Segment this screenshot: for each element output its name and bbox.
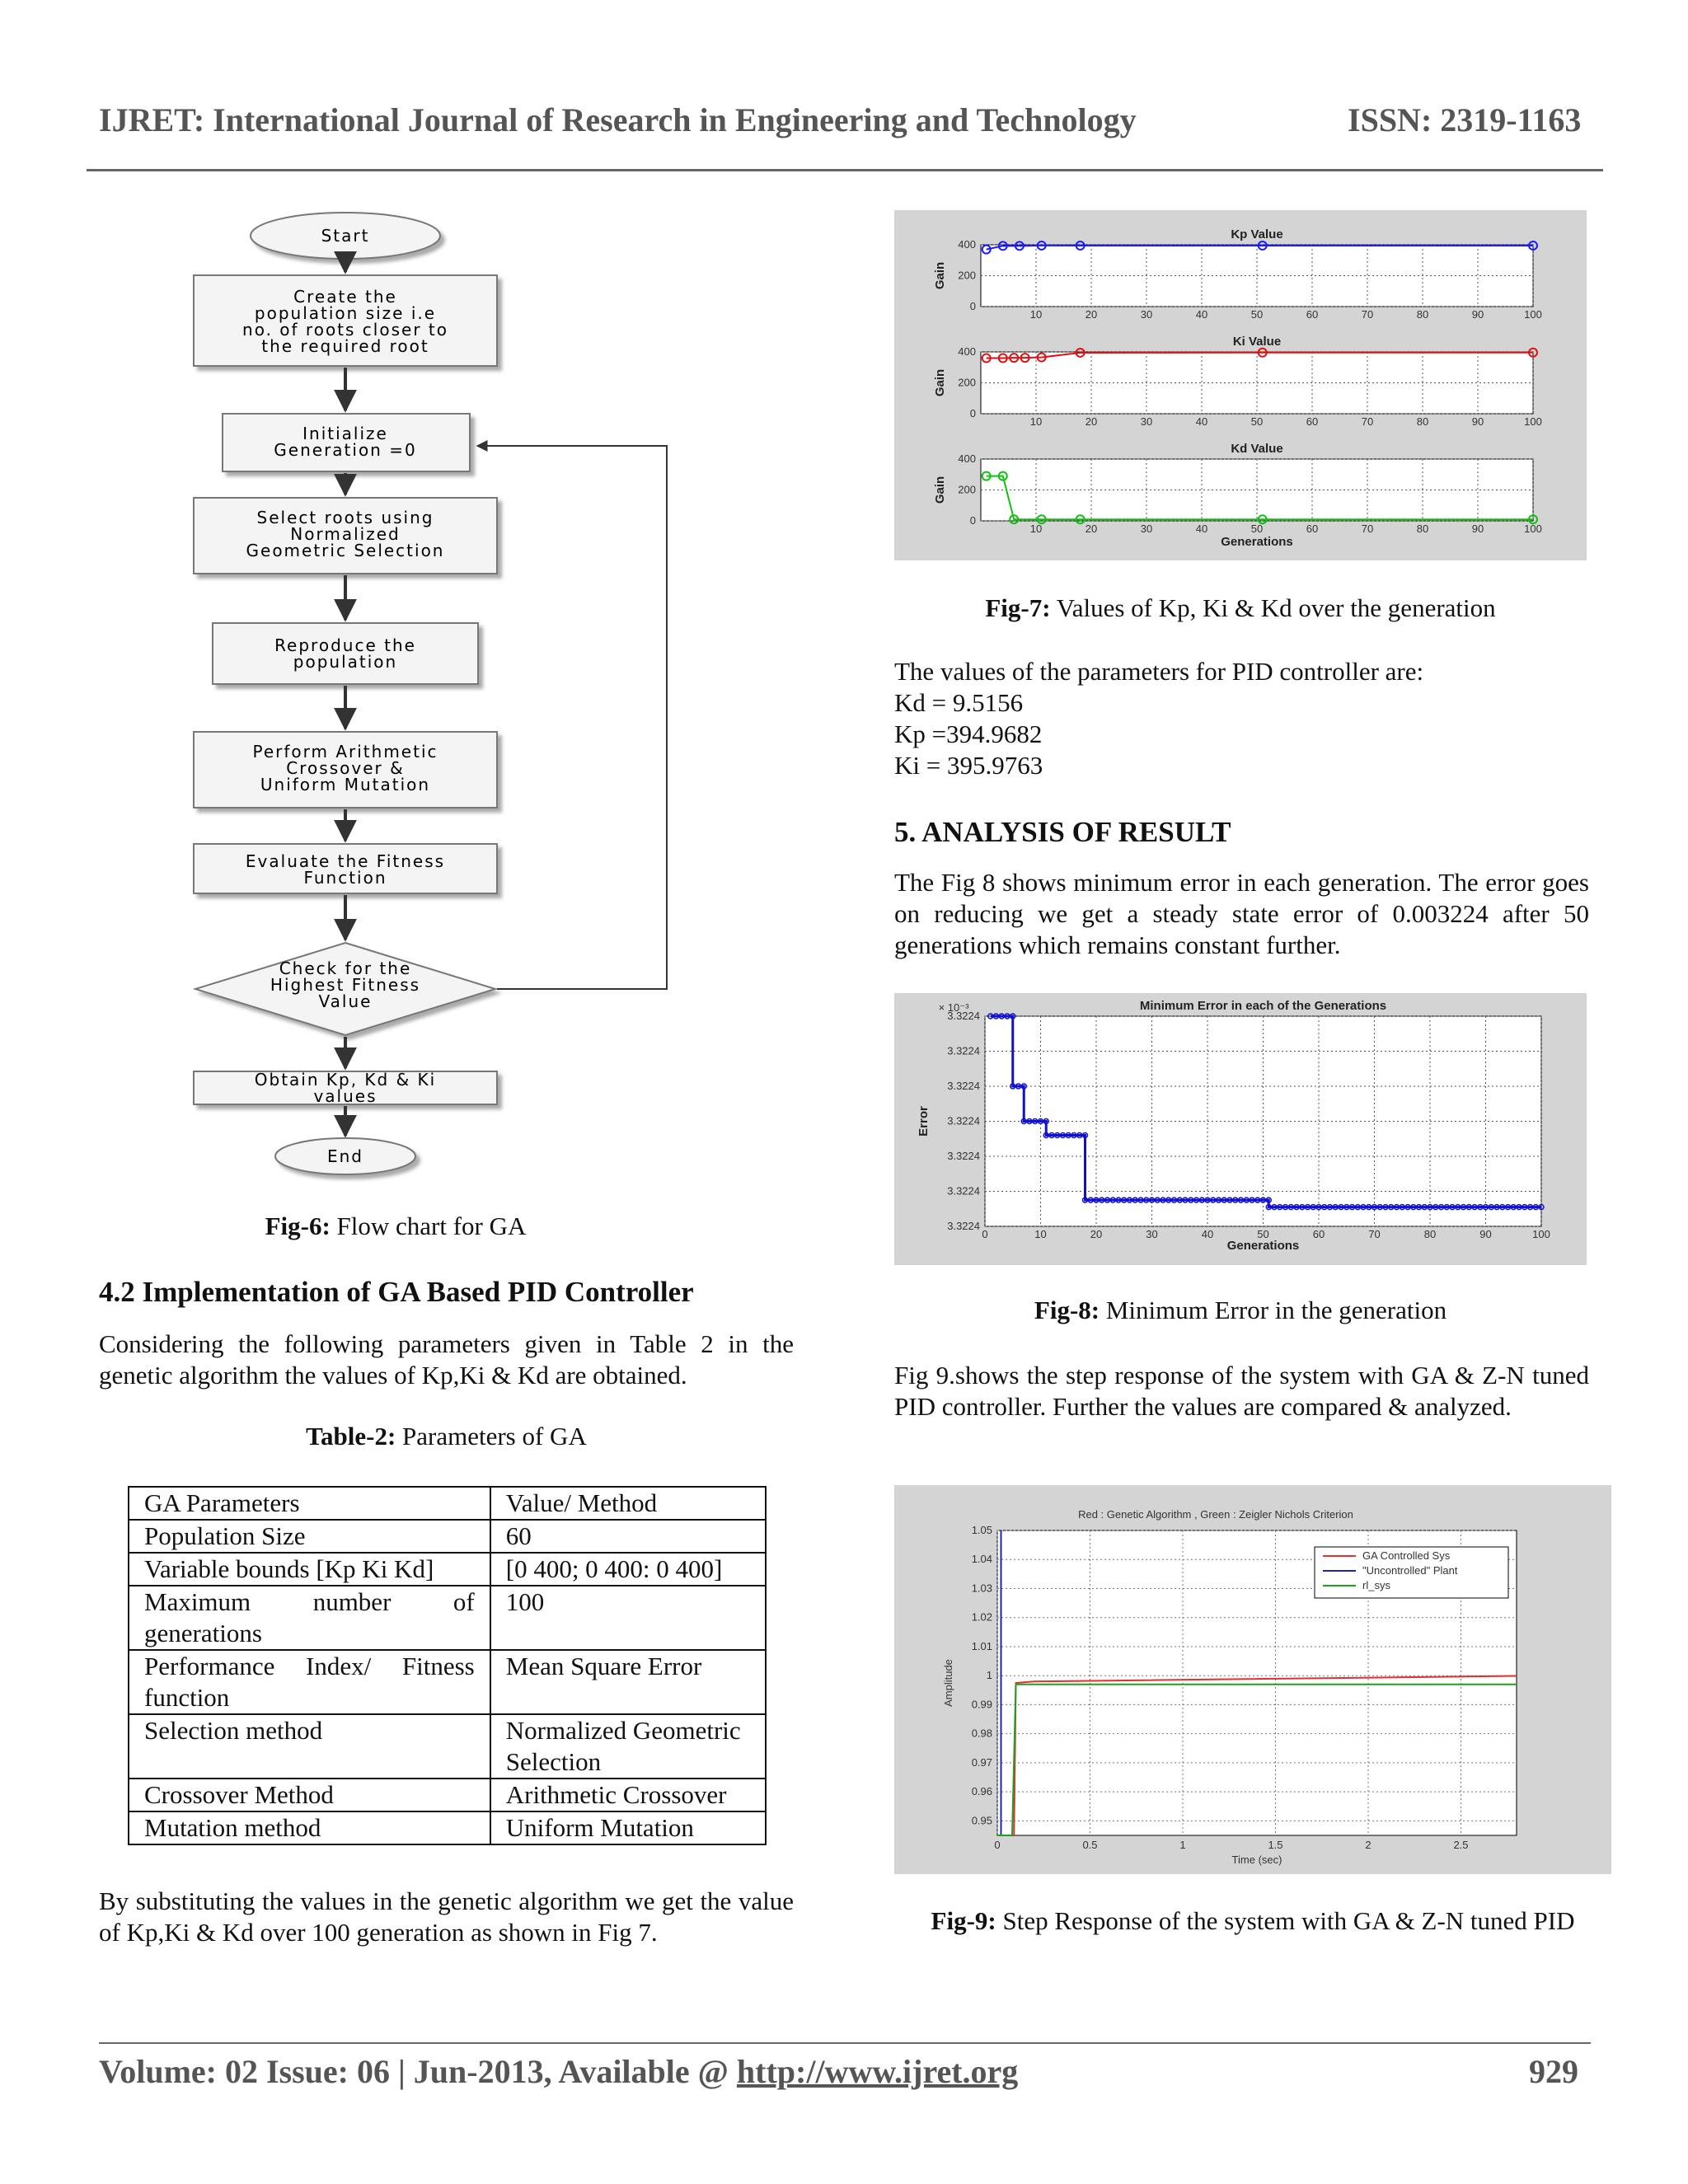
subplot-2 — [933, 442, 1542, 549]
chart-title: Minimum Error in each of the Generations — [1139, 999, 1387, 1013]
svg-text:Evaluate the FitnessFunction: Evaluate the Fitness Function — [245, 851, 446, 888]
fig9-intro-paragraph: Fig 9.shows the step response of the system with GA & Z-N tuned PID controller. Further the values are compared & analyzed. — [894, 1361, 1589, 1421]
x-tick-label: 60 — [1306, 523, 1319, 535]
x-tick-label: 40 — [1195, 415, 1208, 428]
x-axis-label: Generations — [1221, 535, 1293, 549]
y-axis-label: Gain — [933, 368, 947, 397]
kp-ki-kd-charts — [894, 210, 1587, 560]
y-tick-label: 400 — [958, 452, 976, 465]
param-cell: Performance Index/ Fitness function — [129, 1650, 490, 1714]
table-row — [129, 1520, 766, 1553]
value-cell: Arithmetic Crossover — [490, 1779, 766, 1811]
y-tick-label: 200 — [958, 483, 976, 496]
x-tick-label: 60 — [1312, 1228, 1325, 1240]
x-tick-label: 100 — [1524, 415, 1542, 428]
end-label: End — [326, 1146, 364, 1166]
fig7-panel — [894, 210, 1587, 560]
journal-link[interactable]: http://www.ijret.org — [736, 2053, 1019, 2090]
y-tick-label: 1.01 — [971, 1639, 992, 1652]
value-cell: Mean Square Error — [490, 1650, 766, 1714]
x-tick-label: 90 — [1471, 308, 1484, 321]
y-tick-label: 0 — [969, 514, 976, 527]
y-tick-label: 200 — [958, 376, 976, 389]
substitution-paragraph: By substituting the values in the genetic algorithm we get the value of Kp,Ki & Kd over 100 generation as shown in Fig 7. — [99, 1886, 794, 1947]
pid-values-intro: The values of the parameters for PID controller are: — [894, 657, 1424, 686]
y-tick-label: 0.96 — [971, 1785, 992, 1798]
x-tick-label: 10 — [1029, 308, 1043, 321]
section-4-2-paragraph: Considering the following parameters given in Table 2 in the genetic algorithm the values of Kp,Ki & Kd are obtained. — [99, 1329, 794, 1390]
x-tick-label: 70 — [1361, 308, 1374, 321]
footer-rule — [99, 2042, 1591, 2044]
x-tick-label: 100 — [1532, 1228, 1550, 1240]
x-tick-label: 30 — [1146, 1228, 1158, 1240]
x-tick-label: 70 — [1361, 415, 1374, 428]
fig6-caption: Fig-6: Flow chart for GA — [265, 1212, 527, 1240]
x-tick-label: 1 — [1179, 1839, 1186, 1851]
ga-flowchart — [185, 206, 696, 1195]
svg-text:InitializeGeneration =0: Initialize Generation =0 — [274, 424, 417, 460]
y-tick-label: 3.3224 — [947, 1010, 980, 1022]
param-cell: Variable bounds [Kp Ki Kd] — [129, 1553, 490, 1586]
x-tick-label: 50 — [1257, 1228, 1269, 1240]
table-row — [129, 1487, 766, 1520]
footer-volume: Volume: 02 Issue: 06 | Jun-2013, Available @ http://www.ijret.org — [99, 2053, 1019, 2090]
x-tick-label: 20 — [1085, 415, 1098, 428]
y-tick-label: 400 — [958, 345, 976, 358]
fig9-caption: Fig-9: Step Response of the system with GA & Z-N tuned PID — [931, 1906, 1575, 1935]
x-tick-label: 80 — [1423, 1228, 1437, 1240]
minimum-error-chart — [894, 993, 1587, 1265]
kp-value: Kp =394.9682 — [894, 719, 1043, 748]
section-4-2-heading: 4.2 Implementation of GA Based PID Controller — [99, 1276, 694, 1308]
x-tick-label: 20 — [1090, 1228, 1103, 1240]
table-row — [129, 1714, 766, 1779]
y-tick-label: 1.03 — [971, 1582, 992, 1595]
legend-entry: "Uncontrolled" Plant — [1362, 1564, 1458, 1577]
svg-text:Reproduce thepopulation: Reproduce the population — [274, 635, 416, 672]
svg-text:Perform ArithmeticCrossover &U: Perform Arithmetic Crossover & Uniform Mutation — [252, 742, 438, 794]
x-tick-label: 50 — [1250, 308, 1264, 321]
x-tick-label: 0 — [982, 1228, 988, 1240]
value-cell: Uniform Mutation — [490, 1811, 766, 1844]
y-axis-label: Gain — [933, 261, 947, 290]
subplot-title: Kd Value — [1231, 442, 1283, 456]
header-rule — [87, 169, 1603, 171]
table-row — [129, 1650, 766, 1714]
param-cell: Maximum number of generations — [129, 1586, 490, 1650]
param-cell: Crossover Method — [129, 1779, 490, 1811]
x-tick-label: 20 — [1085, 523, 1098, 535]
legend-entry: GA Controlled Sys — [1362, 1549, 1451, 1562]
y-tick-label: 3.3224 — [947, 1114, 980, 1127]
x-tick-label: 80 — [1416, 415, 1429, 428]
y-axis-label: Gain — [933, 476, 947, 504]
page-number: 929 — [1529, 2053, 1578, 2090]
issn: ISSN: 2319-1163 — [1348, 101, 1582, 138]
fig9-panel — [894, 1485, 1611, 1874]
y-tick-label: 0 — [969, 407, 976, 419]
fig8-caption: Fig-8: Minimum Error in the generation — [1034, 1296, 1447, 1324]
svg-text:Check for theHighest FitnessVa: Check for the Highest Fitness Value — [270, 958, 421, 1011]
value-cell: 100 — [490, 1586, 766, 1650]
x-tick-label: 100 — [1524, 308, 1542, 321]
subplot-title: Ki Value — [1232, 335, 1282, 349]
fig8-panel — [894, 993, 1587, 1265]
param-cell: Mutation method — [129, 1811, 490, 1844]
table-row — [129, 1779, 766, 1811]
table-row — [129, 1811, 766, 1844]
x-tick-label: 70 — [1361, 523, 1374, 535]
value-cell: [0 400; 0 400: 0 400] — [490, 1553, 766, 1586]
y-tick-label: 400 — [958, 238, 976, 251]
subplot-1 — [933, 335, 1542, 428]
y-tick-label: 1.02 — [971, 1610, 992, 1624]
svg-text:Select roots usingNormalizedGe: Select roots using Normalized Geometric Selection — [246, 508, 445, 560]
kd-value: Kd = 9.5156 — [894, 688, 1024, 717]
svg-text:Create thepopulation size i.en: Create the population size i.e no. of roots closer to the required root — [242, 287, 448, 356]
x-tick-label: 40 — [1195, 523, 1208, 535]
y-tick-label: 1 — [986, 1669, 992, 1682]
x-tick-label: 60 — [1306, 415, 1319, 428]
table2-caption: Table-2: Parameters of GA — [306, 1422, 587, 1451]
legend — [1315, 1547, 1508, 1598]
y-axis-label: Error — [917, 1106, 931, 1137]
x-tick-label: 50 — [1250, 523, 1264, 535]
x-tick-label: 0 — [994, 1839, 1001, 1851]
loop-back-arrow — [477, 446, 667, 989]
param-cell: Selection method — [129, 1714, 490, 1779]
x-tick-label: 20 — [1085, 308, 1098, 321]
x-tick-label: 70 — [1368, 1228, 1381, 1240]
y-tick-label: 0.98 — [971, 1727, 992, 1740]
journal-title: IJRET: International Journal of Research in Engineering and Technology — [99, 101, 1137, 138]
x-axis-label: Generations — [1226, 1239, 1300, 1253]
exponent-label: × 10⁻³ — [938, 1001, 969, 1014]
x-tick-label: 50 — [1250, 415, 1264, 428]
y-tick-label: 3.3224 — [947, 1220, 980, 1232]
x-tick-label: 10 — [1034, 1228, 1047, 1240]
value-cell: Normalized Geometric Selection — [490, 1714, 766, 1779]
value-cell: 60 — [490, 1520, 766, 1553]
step-response-chart — [894, 1485, 1611, 1874]
x-tick-label: 10 — [1029, 415, 1043, 428]
ga-parameters-table — [128, 1486, 767, 1845]
chart-title: Red : Genetic Algorithm , Green : Zeigler Nichols Criterion — [1078, 1508, 1353, 1521]
x-tick-label: 80 — [1416, 308, 1429, 321]
x-axis-label: Time (sec) — [1231, 1854, 1282, 1866]
x-tick-label: 0.5 — [1082, 1839, 1098, 1851]
x-tick-label: 40 — [1201, 1228, 1214, 1240]
pid-values-block — [894, 656, 1589, 781]
x-tick-label: 60 — [1306, 308, 1319, 321]
section-5-paragraph: The Fig 8 shows minimum error in each generation. The error goes on reducing we get a steady state error of 0.003224 after 50 generations which remains constant further. — [894, 868, 1589, 959]
fig7-caption: Fig-7: Values of Kp, Ki & Kd over the generation — [985, 593, 1496, 622]
table-row — [129, 1586, 766, 1650]
param-cell: Population Size — [129, 1520, 490, 1553]
y-tick-label: 1.05 — [971, 1524, 992, 1536]
ki-value: Ki = 395.9763 — [894, 751, 1043, 780]
table-row — [129, 1553, 766, 1586]
y-axis-label: Amplitude — [942, 1659, 954, 1707]
x-tick-label: 90 — [1479, 1228, 1492, 1240]
x-tick-label: 30 — [1140, 308, 1153, 321]
value-cell: Value/ Method — [490, 1487, 766, 1520]
x-tick-label: 90 — [1471, 523, 1484, 535]
svg-text:Obtain Kp, Kd & Kivalues: Obtain Kp, Kd & Ki values — [254, 1070, 437, 1106]
y-tick-label: 3.3224 — [947, 1080, 980, 1092]
subplot-title: Kp Value — [1231, 227, 1283, 241]
section-5-heading: 5. ANALYSIS OF RESULT — [894, 816, 1231, 848]
x-tick-label: 30 — [1140, 415, 1153, 428]
param-cell: GA Parameters — [129, 1487, 490, 1520]
x-tick-label: 10 — [1029, 523, 1043, 535]
x-tick-label: 90 — [1471, 415, 1484, 428]
legend-entry: rl_sys — [1362, 1579, 1390, 1591]
x-tick-label: 40 — [1195, 308, 1208, 321]
x-tick-label: 2.5 — [1453, 1839, 1469, 1851]
y-tick-label: 200 — [958, 269, 976, 282]
y-tick-label: 3.3224 — [947, 1150, 980, 1162]
x-tick-label: 80 — [1416, 523, 1429, 535]
y-tick-label: 3.3224 — [947, 1184, 980, 1197]
y-tick-label: 0 — [969, 300, 976, 312]
y-tick-label: 1.04 — [971, 1553, 992, 1566]
y-tick-label: 0.99 — [971, 1698, 992, 1711]
y-tick-label: 0.95 — [971, 1814, 992, 1827]
y-tick-label: 3.3224 — [947, 1044, 980, 1057]
x-tick-label: 2 — [1365, 1839, 1372, 1851]
subplot-0 — [933, 227, 1542, 321]
start-label: Start — [321, 226, 370, 246]
x-tick-label: 100 — [1524, 523, 1542, 535]
x-tick-label: 1.5 — [1268, 1839, 1283, 1851]
x-tick-label: 30 — [1140, 523, 1153, 535]
y-tick-label: 0.97 — [971, 1755, 992, 1769]
